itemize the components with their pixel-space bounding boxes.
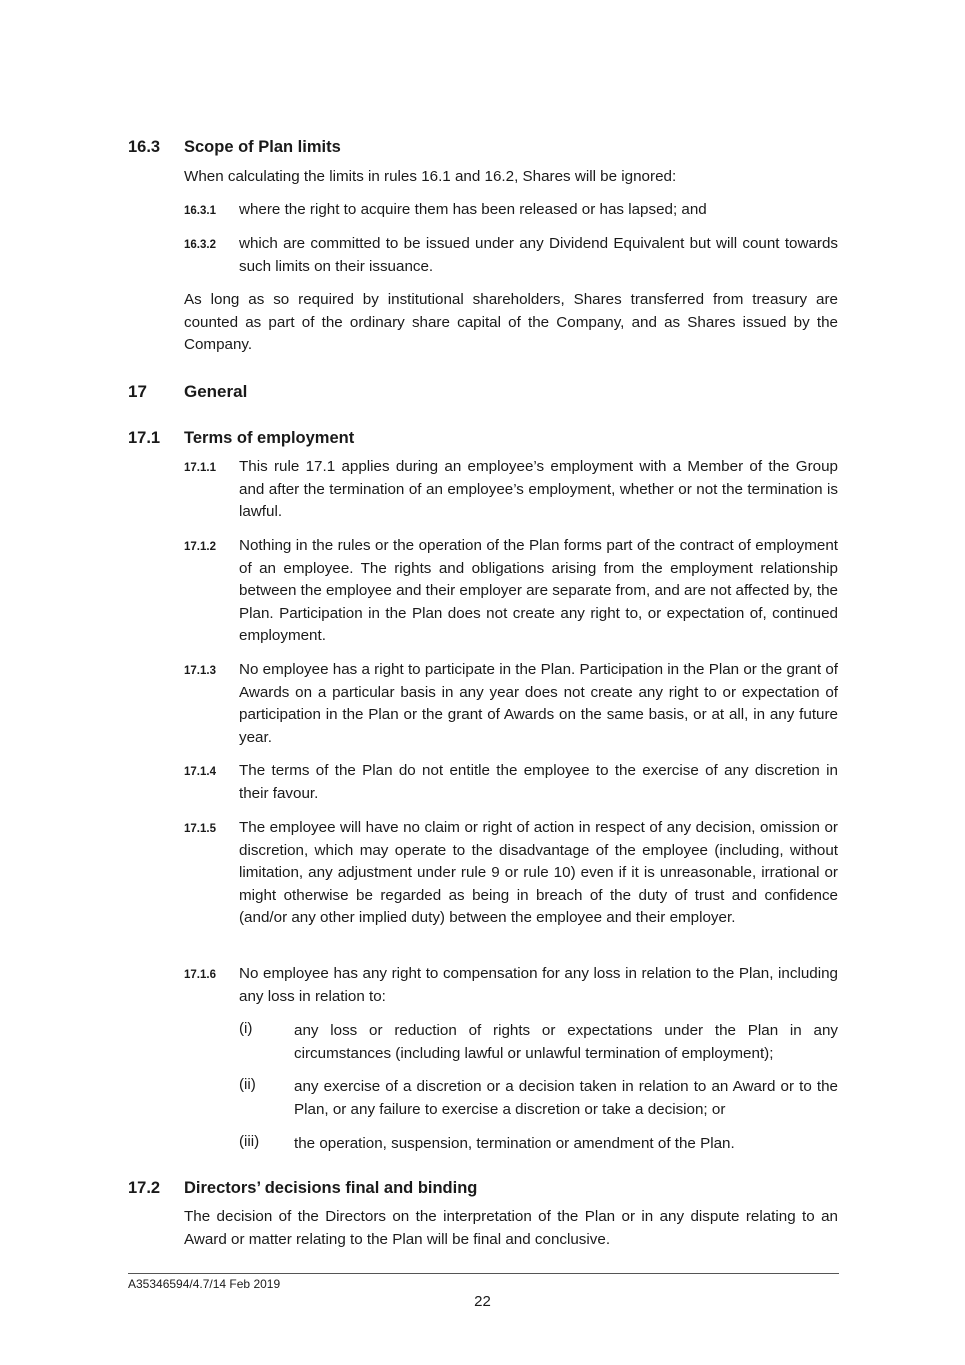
clause-text: No employee has any right to compensation for any loss in relation to the Plan, including any loss in relation to:	[239, 965, 838, 1005]
clause-text: The terms of the Plan do not entitle the employee to the exercise of any discretion in their favour.	[239, 762, 838, 802]
page-number: 22	[474, 1293, 491, 1310]
paragraph: As long as so required by institutional shareholders, Shares transferred from treasury are counted as part of the ordinary share capital of the Company, and as Shares issued by the Company.	[184, 291, 838, 354]
clause-text: where the right to acquire them has been released or has lapsed; and	[239, 201, 707, 218]
paragraph: The decision of the Directors on the interpretation of the Plan or in any dispute relating to an Award or matter relating to the Plan will be final and conclusive.	[184, 1208, 838, 1248]
sub-item-text: any loss or reduction of rights or expectations under the Plan in any circumstances (including lawful or unlawful termination of employment);	[294, 1022, 838, 1062]
clause-number: 16.3.1	[184, 205, 216, 217]
sub-item-text: the operation, suspension, termination or amendment of the Plan.	[294, 1135, 735, 1152]
clause-number: 17.1.3	[184, 665, 216, 677]
clause-text: No employee has a right to participate in the Plan. Participation in the Plan or the grant of Awards on a particular basis in any year does not create any right to or expectation of participation in the Plan or the grant of Awards on the same basis, or at all, in any future year.	[239, 661, 838, 746]
clause-number: 16.3.2	[184, 239, 216, 251]
sub-item-text: any exercise of a discretion or a decision taken in relation to an Award or to the Plan, or any failure to exercise a discretion or take a decision; or	[294, 1078, 838, 1118]
sub-item-number: (iii)	[239, 1133, 260, 1150]
section-heading: Scope of Plan limits	[184, 138, 341, 156]
paragraph: When calculating the limits in rules 16.1 and 16.2, Shares will be ignored:	[184, 168, 677, 185]
clause-text: which are committed to be issued under any Dividend Equivalent but will count towards such limits on their issuance.	[239, 235, 838, 275]
clause-number: 17.1.2	[184, 541, 216, 553]
clause-text: Nothing in the rules or the operation of the Plan forms part of the contract of employment of an employee. The rights and obligations arising from the employment relationship between the employee and their employer are separate from, and are not affected by, the Plan. Participation in the Plan does not create any right to, or expectation of, continued employment.	[239, 537, 838, 645]
document-reference: A35346594/4.7/14 Feb 2019	[128, 1277, 281, 1291]
sub-item-number: (i)	[239, 1020, 253, 1037]
section-heading: Terms of employment	[184, 429, 355, 447]
section-heading: General	[184, 382, 248, 401]
clause-number: 17.1.4	[184, 766, 216, 778]
section-number: 17.2	[128, 1179, 161, 1197]
clause-number: 17.1.1	[184, 462, 216, 474]
clause-number: 17.1.6	[184, 969, 216, 981]
section-number: 16.3	[128, 138, 161, 156]
sub-item-number: (ii)	[239, 1076, 256, 1093]
clause-text: This rule 17.1 applies during an employee’s employment with a Member of the Group and after the termination of an employee’s employment, whether or not the termination is lawful.	[239, 458, 838, 521]
clause-number: 17.1.5	[184, 823, 216, 835]
section-number: 17	[128, 382, 147, 401]
section-number: 17.1	[128, 429, 161, 447]
footer-divider	[128, 1273, 839, 1274]
clause-text: The employee will have no claim or right of action in respect of any decision, omission or discretion, which may operate to the disadvantage of the employee (including, without limitation, any adjustment under rule 9 or rule 10) even if it is unreasonable, irrational or might otherwise be regarded as being in breach of the duty of trust and confidence (and/or any other implied duty) between the employee and their employer.	[239, 819, 838, 927]
section-heading: Directors’ decisions final and binding	[184, 1179, 478, 1197]
